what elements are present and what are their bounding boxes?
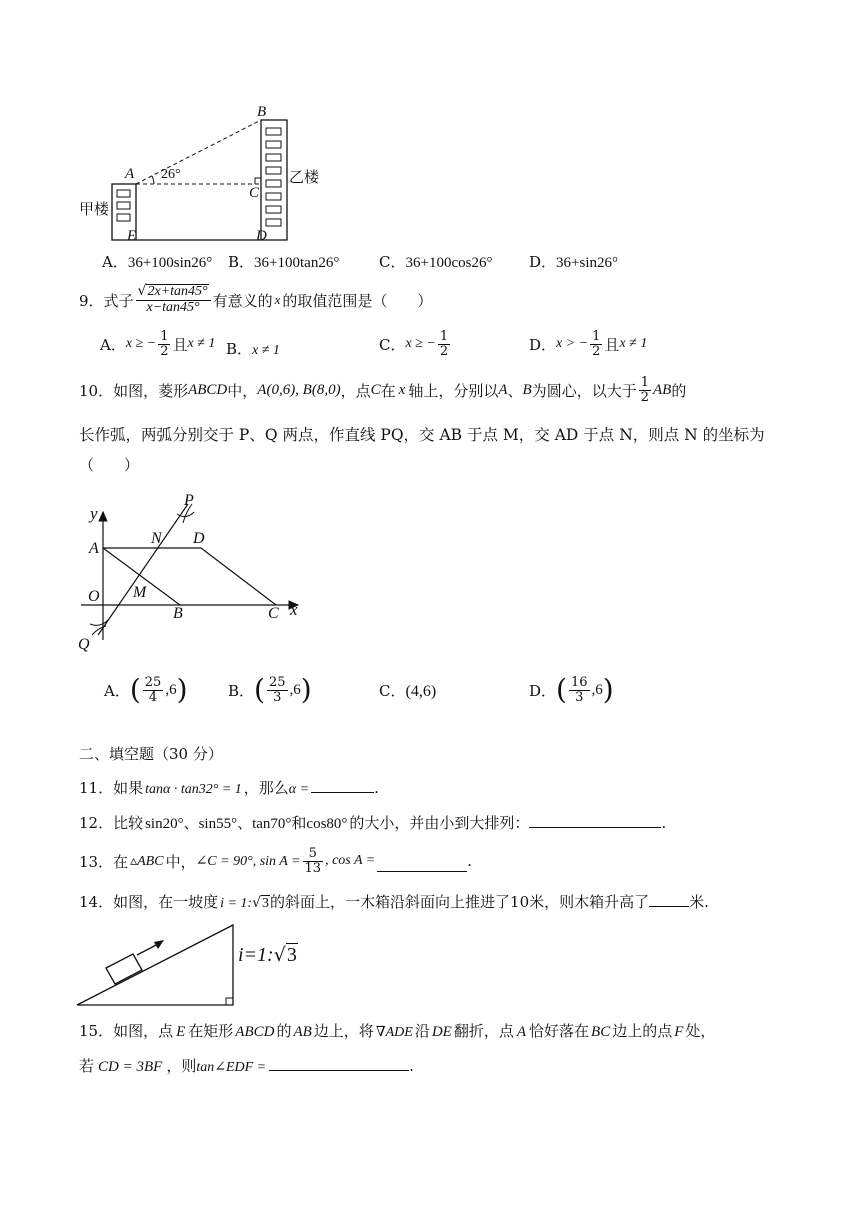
num: 25 <box>268 674 286 690</box>
text: ，则 <box>166 1057 197 1075</box>
answer-blank[interactable] <box>529 813 661 828</box>
num: 16 <box>570 674 588 690</box>
text: i=1: <box>238 944 274 966</box>
text: 的大小，并由小到大排列： <box>349 814 530 832</box>
label-Q: Q <box>78 636 90 653</box>
q11 <box>79 777 379 798</box>
answer-blank[interactable] <box>377 857 467 872</box>
text: , cos A = <box>325 853 376 868</box>
text: F <box>674 1024 684 1040</box>
section-2-heading: 二、填空题（30 分） <box>79 745 223 763</box>
q10-option-c[interactable] <box>379 680 436 701</box>
option-text: ,6 <box>289 681 301 698</box>
text: BC <box>591 1024 611 1040</box>
q8-option-c[interactable] <box>379 251 492 272</box>
axis-x-label: x <box>290 600 298 619</box>
text: 3 <box>262 896 270 911</box>
text: A(0,6), B(8,0) <box>257 381 341 398</box>
text: 处， <box>685 1022 716 1040</box>
q10-line-3: （ ） <box>79 456 140 474</box>
text: 14．如图，在一坡度 <box>79 893 219 911</box>
option-text: 且 <box>172 335 188 354</box>
text: ，点 <box>340 381 371 400</box>
left-paren-icon: ( <box>556 673 567 706</box>
option-letter: B． <box>228 253 255 271</box>
text: x <box>398 381 406 398</box>
option-text: x ≥ − <box>405 336 436 352</box>
option-letter: A． <box>102 253 128 271</box>
option-letter: C． <box>379 682 406 700</box>
text: sin20°、sin55°、tan70°和cos80° <box>145 816 348 832</box>
half-fraction <box>639 376 651 404</box>
q8-option-b[interactable] <box>228 251 339 272</box>
label-E: E <box>127 228 137 244</box>
option-text: ,6 <box>591 681 603 698</box>
label-P: P <box>184 492 194 509</box>
q8-option-d[interactable] <box>529 251 618 272</box>
q9-end: 的取值范围是（ ） <box>282 291 433 310</box>
option-letter: D． <box>529 253 557 271</box>
text: E <box>176 1024 186 1040</box>
option-fraction <box>569 676 590 704</box>
den: 2 <box>160 343 169 359</box>
text: . <box>409 1057 414 1075</box>
text: DE <box>431 1024 452 1040</box>
q9-fraction <box>136 284 211 315</box>
den: 4 <box>148 689 158 705</box>
q9-option-c[interactable] <box>379 330 452 358</box>
label-C: C <box>249 185 260 201</box>
option-letter: C． <box>379 335 406 354</box>
option-text: (4,6) <box>405 683 437 700</box>
option-text: x ≠ 1 <box>619 336 648 352</box>
label-B: B <box>257 104 267 120</box>
den: 2 <box>439 343 449 359</box>
answer-blank[interactable] <box>311 778 374 793</box>
option-fraction <box>438 330 450 358</box>
text: 在矩形 <box>188 1022 234 1040</box>
option-text: ,6 <box>165 681 177 698</box>
text: 在 <box>380 381 396 400</box>
text: 11．如果 <box>79 779 144 797</box>
option-letter: C． <box>379 253 406 271</box>
q15-line-1 <box>79 1020 715 1041</box>
text: . <box>374 779 379 797</box>
label-A: A <box>125 166 135 182</box>
q9-prefix: 9．式子 <box>79 291 134 310</box>
num: 5 <box>303 847 324 862</box>
text: 中， <box>227 381 258 400</box>
text: 13．在 <box>79 852 129 871</box>
label-D: D <box>193 530 205 547</box>
right-paren-icon: ) <box>602 673 614 706</box>
option-letter: B． <box>228 681 255 700</box>
label-C: C <box>268 605 279 622</box>
option-fraction <box>143 676 164 704</box>
rhombus-figure <box>76 490 316 660</box>
label-M: M <box>133 584 147 601</box>
text: C <box>370 381 381 398</box>
option-text: x ≠ 1 <box>187 336 216 352</box>
q8-option-a[interactable] <box>102 251 212 272</box>
q15-line-2 <box>79 1055 414 1076</box>
num: 1 <box>640 374 649 390</box>
option-letter: B． <box>226 340 253 358</box>
text: 米. <box>689 893 709 911</box>
den: 3 <box>575 689 584 705</box>
q13-fraction <box>303 847 324 875</box>
text: ABCD <box>188 381 228 398</box>
right-paren-icon: ) <box>300 673 312 706</box>
text: i = 1: <box>220 896 253 911</box>
q9-var: x <box>274 292 281 307</box>
option-text: 36+100sin26° <box>127 255 213 271</box>
right-paren-icon: ) <box>176 673 188 706</box>
text: 边上，将 <box>313 1022 374 1040</box>
text: tan∠EDF = <box>196 1060 267 1075</box>
text: 为圆心，以大于 <box>531 381 637 400</box>
num: 1 <box>592 329 601 344</box>
label-A: A <box>89 540 99 557</box>
text: CD = 3BF <box>98 1059 163 1075</box>
option-text: 且 <box>604 335 620 354</box>
q10-line-1 <box>79 372 686 408</box>
label-O: O <box>88 588 100 605</box>
q9-suffix: 有意义的 <box>212 291 273 310</box>
den: 2 <box>640 389 649 405</box>
text: 轴上，分别以 <box>408 381 499 400</box>
text: 3 <box>286 944 297 966</box>
text: α = <box>288 782 310 797</box>
option-text: x ≠ 1 <box>252 343 280 358</box>
den: 3 <box>273 689 282 705</box>
label-angle-26: 26° <box>161 167 181 182</box>
option-letter: D． <box>529 335 557 354</box>
q9-option-b[interactable] <box>226 338 280 359</box>
den: 13 <box>304 860 322 876</box>
label-left-building: 甲楼 <box>79 200 110 218</box>
q13 <box>79 843 472 879</box>
text: tanα · tan32° = 1 <box>145 782 242 797</box>
sqrt-sign-icon: √ <box>252 895 262 911</box>
option-text: 36+100tan26° <box>254 255 340 271</box>
q14 <box>79 891 709 912</box>
text: 若 <box>79 1057 95 1075</box>
q9-radicand: 2x+tan45° <box>147 284 208 300</box>
text: 的 <box>276 1022 292 1040</box>
label-B: B <box>173 605 183 622</box>
text: B <box>522 381 532 398</box>
q9-option-a[interactable] <box>100 330 215 358</box>
q9-numerator: √2x+tan45° <box>136 284 211 301</box>
text: A <box>498 381 508 398</box>
text: ∠C = 90°, sin A = <box>195 853 301 869</box>
text: ，则木箱升高了 <box>544 893 650 911</box>
text: ABCD <box>235 1024 275 1040</box>
text: 10米 <box>510 893 545 911</box>
option-text: x > − <box>556 336 589 352</box>
slope-ratio-label <box>238 943 298 967</box>
text: ，那么 <box>243 779 289 797</box>
text: 12．比较 <box>79 814 144 832</box>
text: AB <box>652 381 672 398</box>
text: 恰好落在 <box>529 1022 590 1040</box>
num: 1 <box>439 329 449 344</box>
den: 2 <box>592 343 601 359</box>
text: 沿 <box>414 1022 430 1040</box>
text: 的 <box>671 381 687 400</box>
q9-option-d[interactable] <box>529 330 647 358</box>
text: ∇ADE <box>375 1025 413 1040</box>
answer-blank[interactable] <box>649 892 689 907</box>
text: . <box>661 814 667 832</box>
text: 中， <box>165 852 196 871</box>
buildings-figure <box>72 100 372 245</box>
option-fraction <box>267 676 288 704</box>
option-text: 36+100cos26° <box>405 255 493 271</box>
text: 15．如图，点 <box>79 1022 174 1040</box>
num: 25 <box>144 674 162 690</box>
q9-denominator: x−tan45° <box>146 300 200 315</box>
slope-figure <box>72 918 242 1010</box>
option-letter: D． <box>529 681 557 700</box>
text: AB <box>293 1024 312 1040</box>
option-letter: A． <box>104 681 130 700</box>
q10-option-a[interactable] <box>104 668 188 712</box>
text: 的斜面上，一木箱沿斜面向上推进了 <box>270 893 511 911</box>
q10-option-d[interactable] <box>529 668 614 712</box>
num: 1 <box>160 329 169 344</box>
option-text: 36+sin26° <box>556 255 618 271</box>
text: 、 <box>507 381 523 400</box>
q10-option-b[interactable] <box>228 668 312 712</box>
label-D: D <box>256 228 267 244</box>
axis-y-label: y <box>90 504 98 523</box>
option-text: x ≥ − <box>125 336 157 352</box>
text: . <box>467 852 473 870</box>
q12 <box>79 812 666 833</box>
left-paren-icon: ( <box>254 673 265 706</box>
option-fraction <box>590 330 602 358</box>
sqrt-sign-icon: √ <box>273 944 286 966</box>
option-letter: A． <box>100 335 126 354</box>
text: 10．如图，菱形 <box>79 381 189 400</box>
label-right-building: 乙楼 <box>289 168 320 186</box>
q9-stem <box>79 280 432 320</box>
text: ▵ABC <box>130 853 164 869</box>
text: A <box>516 1024 527 1040</box>
text: 翻折，点 <box>453 1022 514 1040</box>
text: 边上的点 <box>612 1022 673 1040</box>
q10-line-2: 长作弧，两弧分别交于 P、Q 两点，作直线 PQ，交 AB 于点 M，交 AD 于点 N，则点 N 的坐标为 <box>79 426 765 444</box>
left-paren-icon: ( <box>129 673 141 706</box>
answer-blank[interactable] <box>269 1056 409 1071</box>
option-fraction <box>158 330 170 358</box>
label-N: N <box>151 530 162 547</box>
